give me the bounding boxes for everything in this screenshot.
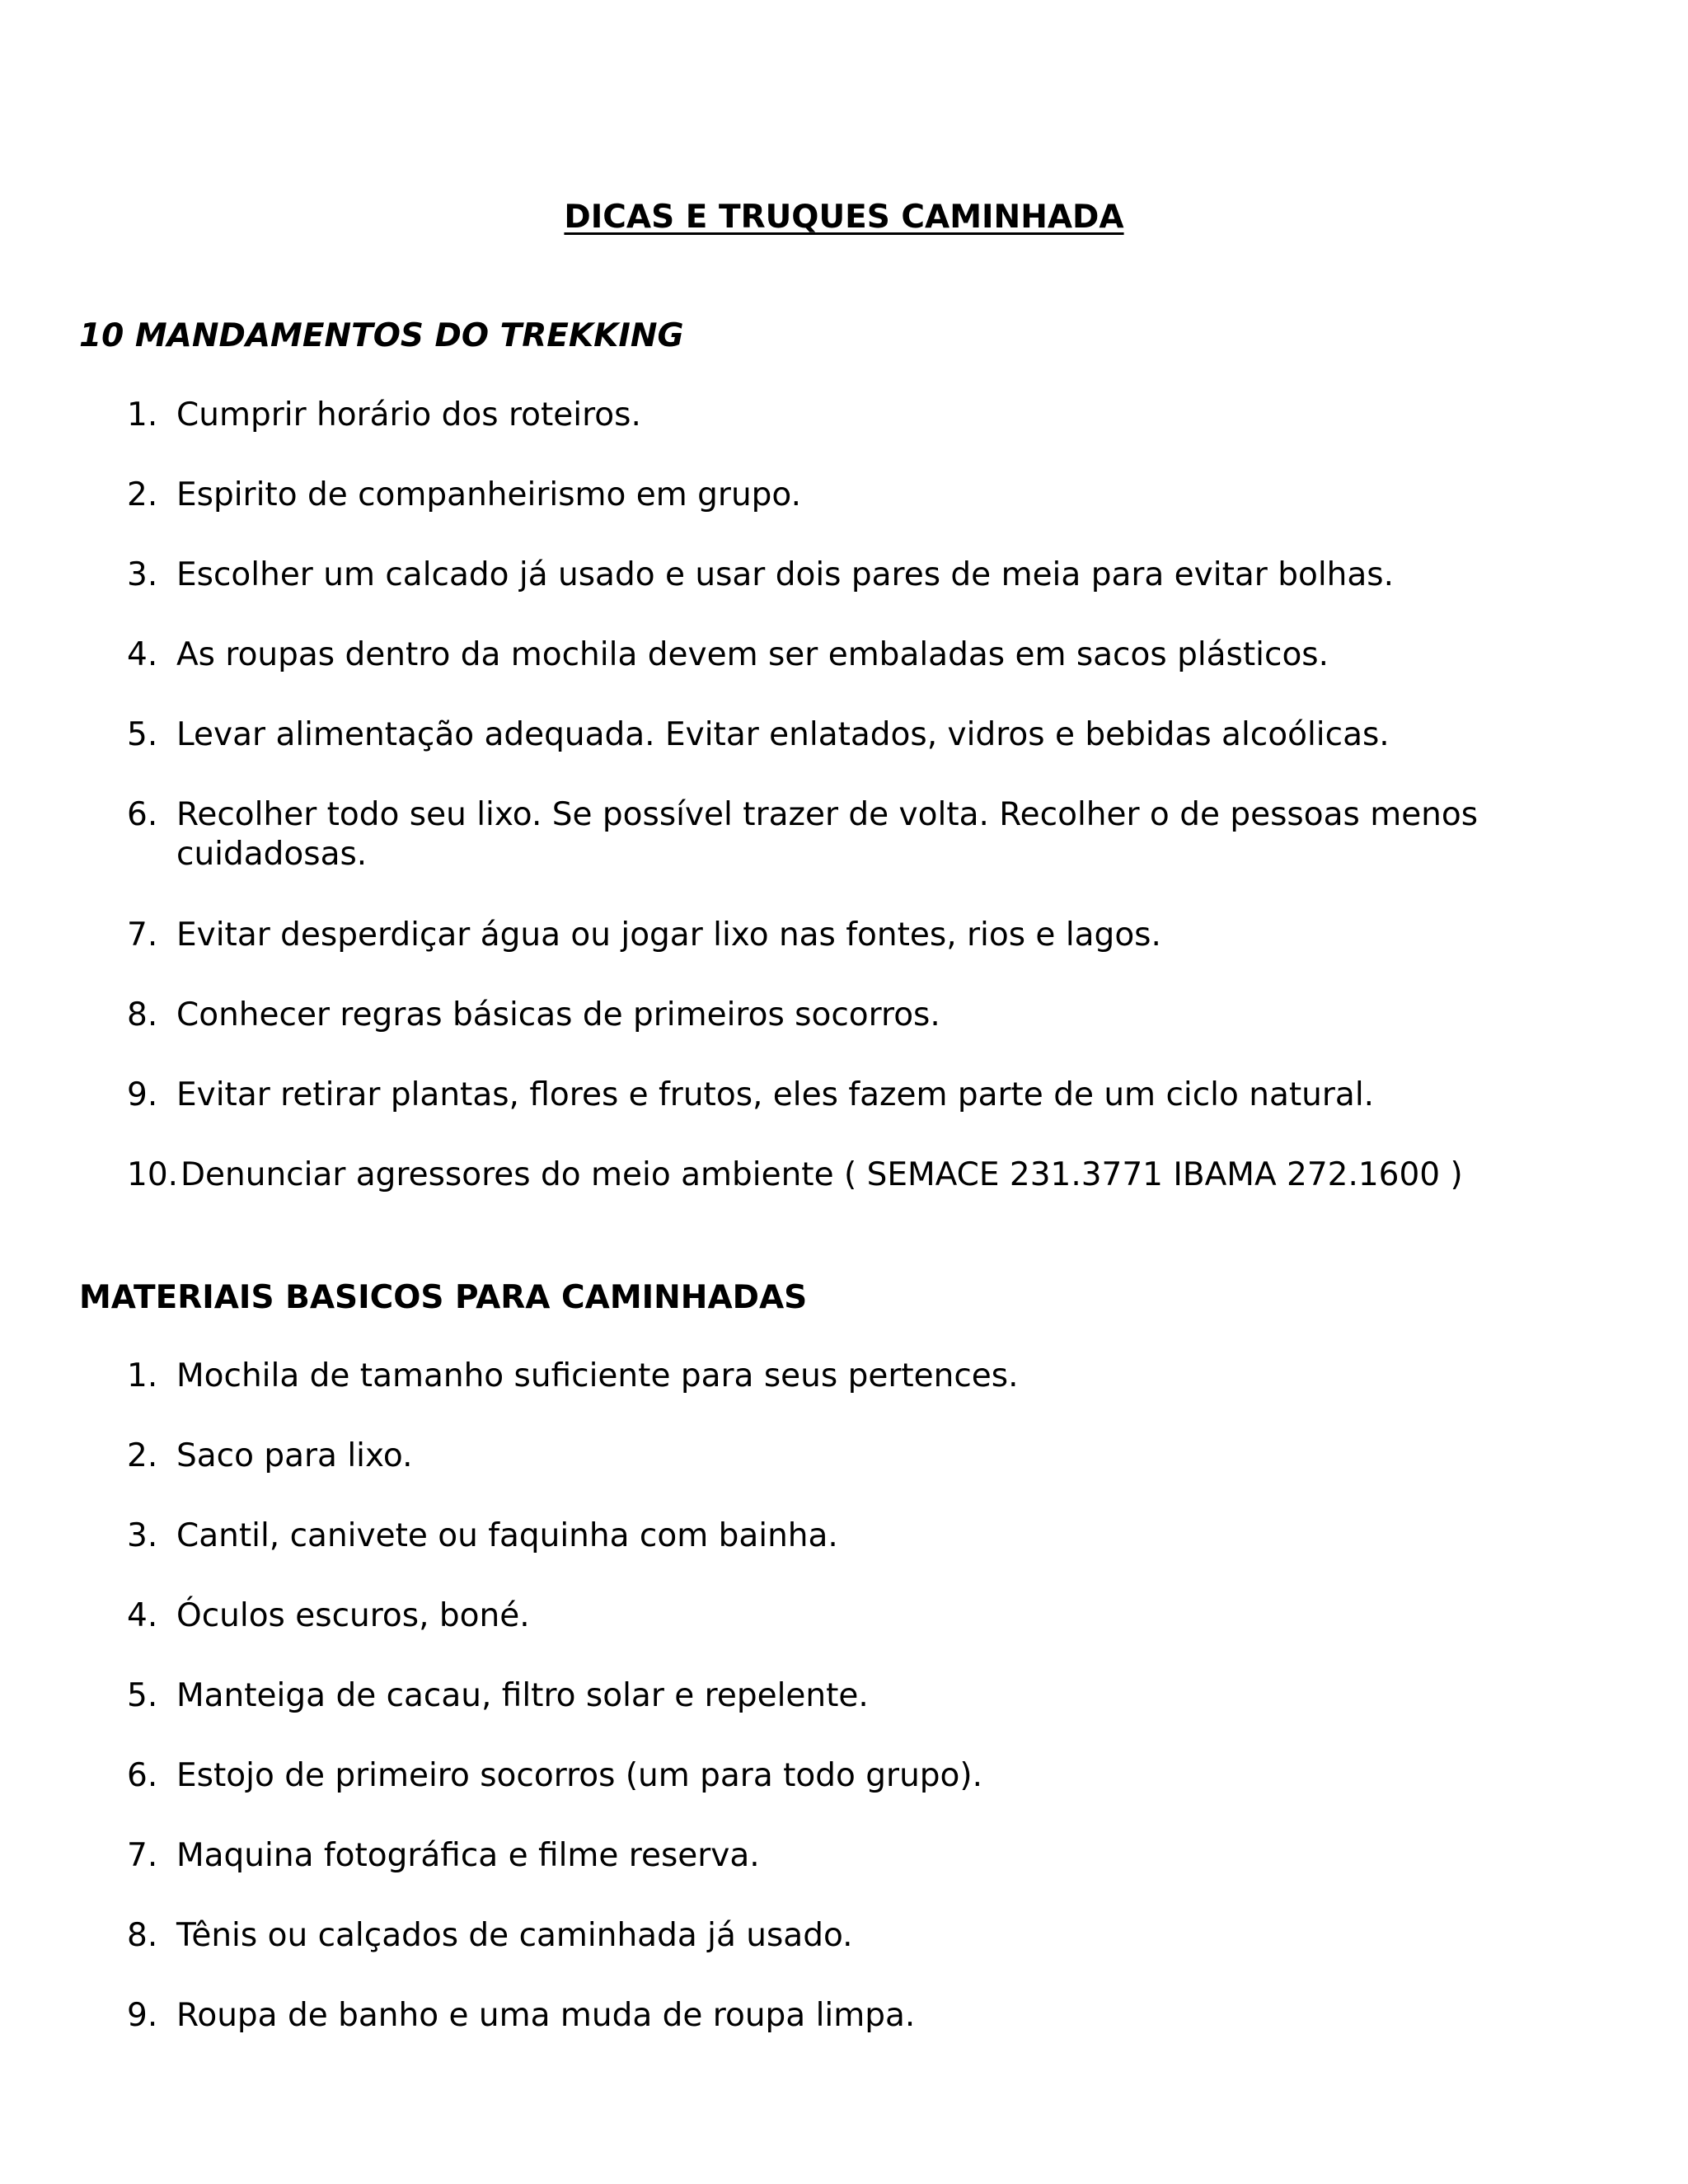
list-item-text: Levar alimentação adequada. Evitar enlatados, vidros e bebidas alcoólicas. xyxy=(176,716,1390,753)
list-item-number: 5. xyxy=(127,716,158,753)
list-item xyxy=(127,1916,1561,1956)
list-item-text: Denunciar agressores do meio ambiente ( SEMACE 231.3771 IBAMA 272.1600 ) xyxy=(181,1156,1463,1193)
list-item-number: 7. xyxy=(127,1837,158,1874)
list-item-text: As roupas dentro da mochila devem ser embaladas em sacos plásticos. xyxy=(176,636,1329,673)
list-item xyxy=(127,476,1561,515)
list-item-number: 6. xyxy=(127,1757,158,1794)
section-heading-mandamentos: 10 MANDAMENTOS DO TREKKING xyxy=(79,317,684,354)
list-item xyxy=(127,635,1561,675)
list-item xyxy=(127,396,1561,435)
list-item-number: 3. xyxy=(127,556,158,593)
list-item-text: Escolher um calcado já usado e usar dois pares de meia para evitar bolhas. xyxy=(176,556,1394,593)
list-item xyxy=(127,916,1561,955)
list-item-number: 6. xyxy=(127,796,158,833)
list-item-text: Cantil, canivete ou faquinha com bainha. xyxy=(176,1517,838,1554)
list-item-text: Evitar desperdiçar água ou jogar lixo nas fontes, rios e lagos. xyxy=(176,916,1161,954)
list-item-number: 8. xyxy=(127,1917,158,1954)
list-item-number: 10. xyxy=(127,1156,179,1193)
list-item xyxy=(127,555,1561,595)
list-item-number: 4. xyxy=(127,1597,158,1634)
list-item-text: Óculos escuros, boné. xyxy=(176,1597,530,1634)
list-item xyxy=(127,1836,1561,1876)
list-item-number: 3. xyxy=(127,1517,158,1554)
section-heading-materiais: MATERIAIS BASICOS PARA CAMINHADAS xyxy=(79,1279,808,1316)
list-item-text: Evitar retirar plantas, flores e frutos, eles fazem parte de um ciclo natural. xyxy=(176,1076,1375,1113)
list-item-text: Maquina fotográfica e filme reserva. xyxy=(176,1837,760,1874)
list-item-number: 8. xyxy=(127,996,158,1033)
list-item-number: 1. xyxy=(127,1357,158,1394)
document-title: DICAS E TRUQUES CAMINHADA xyxy=(564,199,1124,236)
list-item xyxy=(127,1436,1561,1476)
list-item-text: Tênis ou calçados de caminhada já usado. xyxy=(176,1917,853,1954)
list-item-text: Estojo de primeiro socorros (um para todo grupo). xyxy=(176,1757,983,1794)
list-item-number: 5. xyxy=(127,1677,158,1714)
list-item xyxy=(127,1076,1561,1115)
list-item-number: 2. xyxy=(127,476,158,513)
list-item-text: Recolher todo seu lixo. Se possível trazer de volta. Recolher o de pessoas menos cuidadosas. xyxy=(176,796,1479,873)
list-item xyxy=(127,1596,1561,1636)
list-item xyxy=(127,1996,1561,2036)
list-item-text: Saco para lixo. xyxy=(176,1437,413,1474)
list-item xyxy=(127,1676,1561,1716)
list-item-number: 4. xyxy=(127,636,158,673)
list-item xyxy=(127,1357,1561,1396)
list-item-text: Espirito de companheirismo em grupo. xyxy=(176,476,801,513)
list-item-number: 1. xyxy=(127,396,158,434)
list-item xyxy=(127,795,1561,874)
list-item-number: 7. xyxy=(127,916,158,954)
list-item-text: Conhecer regras básicas de primeiros socorros. xyxy=(176,996,940,1033)
list-item-text: Mochila de tamanho suficiente para seus pertences. xyxy=(176,1357,1019,1394)
list-item-text: Cumprir horário dos roteiros. xyxy=(176,396,641,434)
list-item-number: 2. xyxy=(127,1437,158,1474)
list-item xyxy=(127,1155,1561,1195)
list-item-number: 9. xyxy=(127,1076,158,1113)
list-item-number: 9. xyxy=(127,1997,158,2034)
list-item-text: Roupa de banho e uma muda de roupa limpa. xyxy=(176,1997,916,2034)
list-item-text: Manteiga de cacau, filtro solar e repelente. xyxy=(176,1677,869,1714)
list-item xyxy=(127,1756,1561,1796)
list-item xyxy=(127,715,1561,755)
list-item xyxy=(127,1516,1561,1556)
list-item xyxy=(127,996,1561,1035)
